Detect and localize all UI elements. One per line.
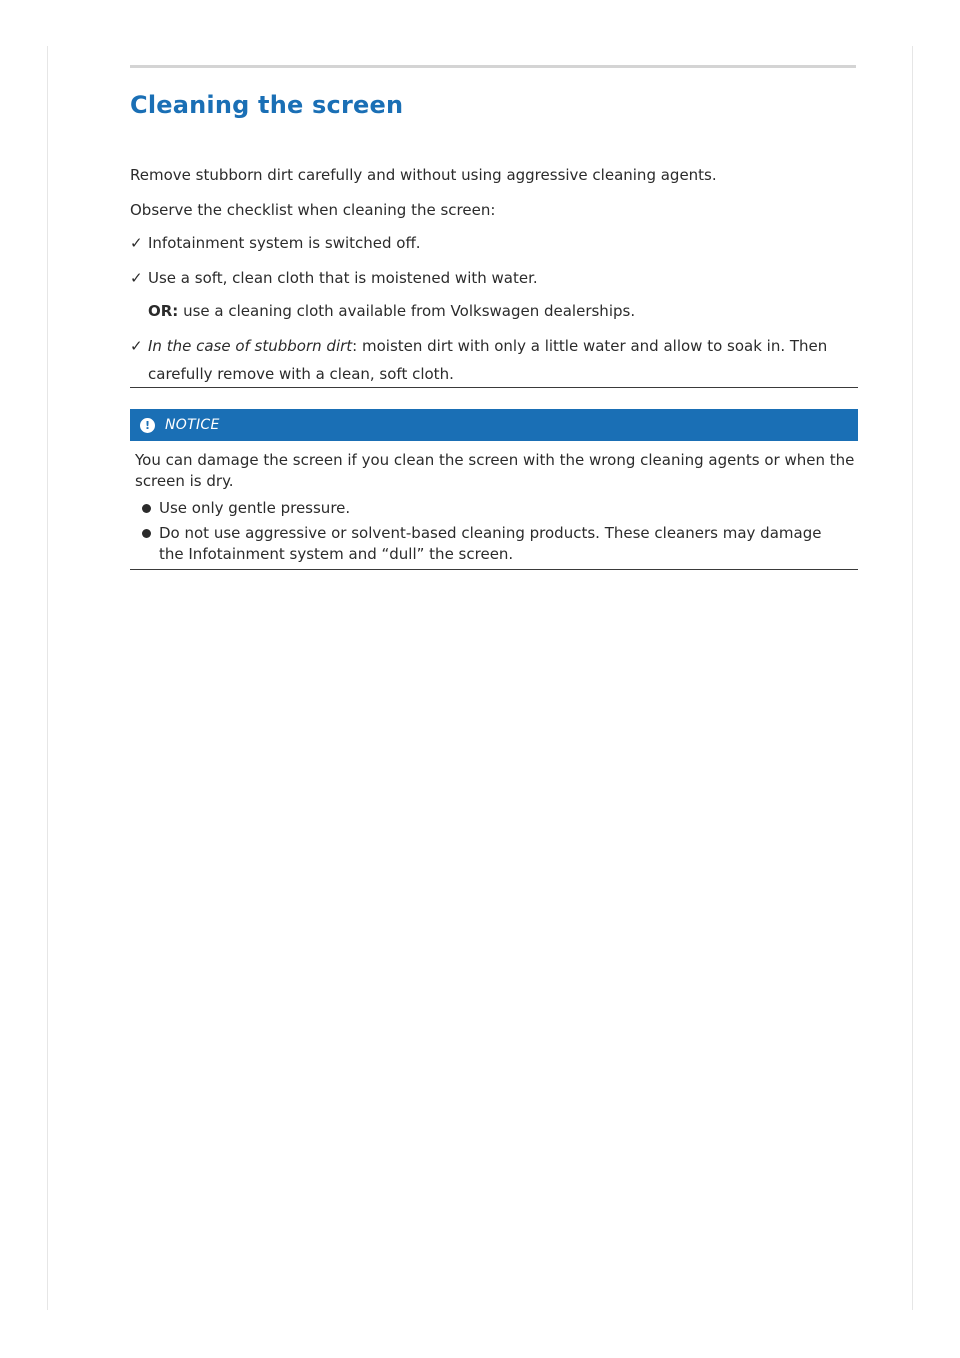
checkmark-icon: ✓ <box>130 234 143 252</box>
notice-header <box>130 409 858 441</box>
checklist-item-3 <box>130 336 848 356</box>
notice-bullet-2 <box>142 523 849 565</box>
or-label: OR: <box>148 302 179 320</box>
checklist-item-1 <box>130 233 848 253</box>
bullet-dot-icon <box>142 529 151 538</box>
checklist-item-text: : moisten dirt with only a little water and allow to soak in. Then <box>352 337 828 355</box>
page-title: Cleaning the screen <box>130 91 404 119</box>
checklist-item-2 <box>130 268 848 288</box>
notice-label: NOTICE <box>165 417 220 433</box>
checkmark-icon: ✓ <box>130 269 143 287</box>
top-divider <box>130 65 856 68</box>
checkmark-icon: ✓ <box>130 337 143 355</box>
notice-exclamation-icon: ! <box>140 418 155 433</box>
notice-text: You can damage the screen if you clean the screen with the wrong cleaning agents or when the screen is dry. <box>135 451 855 490</box>
left-margin-rule <box>47 46 48 1310</box>
intro-text: Remove stubborn dirt carefully and without using aggressive cleaning agents. <box>130 166 717 184</box>
checklist-item-text: Use a soft, clean cloth that is moistened with water. <box>148 269 538 287</box>
notice-bullet-text: Use only gentle pressure. <box>159 499 351 517</box>
checklist-item-text: Infotainment system is switched off. <box>148 234 421 252</box>
checklist-item-2-alternative <box>148 301 635 321</box>
right-margin-rule <box>912 46 913 1310</box>
checklist-item-italic: In the case of stubborn dirt <box>148 337 353 355</box>
notice-bullet-1 <box>142 498 849 519</box>
checklist-intro: Observe the checklist when cleaning the screen: <box>130 201 496 219</box>
checklist-item-3-continued: carefully remove with a clean, soft cloth. <box>148 365 454 383</box>
section-divider <box>130 387 858 388</box>
bullet-dot-icon <box>142 504 151 513</box>
or-text: use a cleaning cloth available from Volkswagen dealerships. <box>178 302 636 320</box>
notice-bottom-divider <box>130 569 858 570</box>
notice-bullet-text: Do not use aggressive or solvent-based cleaning products. These cleaners may damage the Infotainment system and “dull” the screen. <box>159 524 822 563</box>
